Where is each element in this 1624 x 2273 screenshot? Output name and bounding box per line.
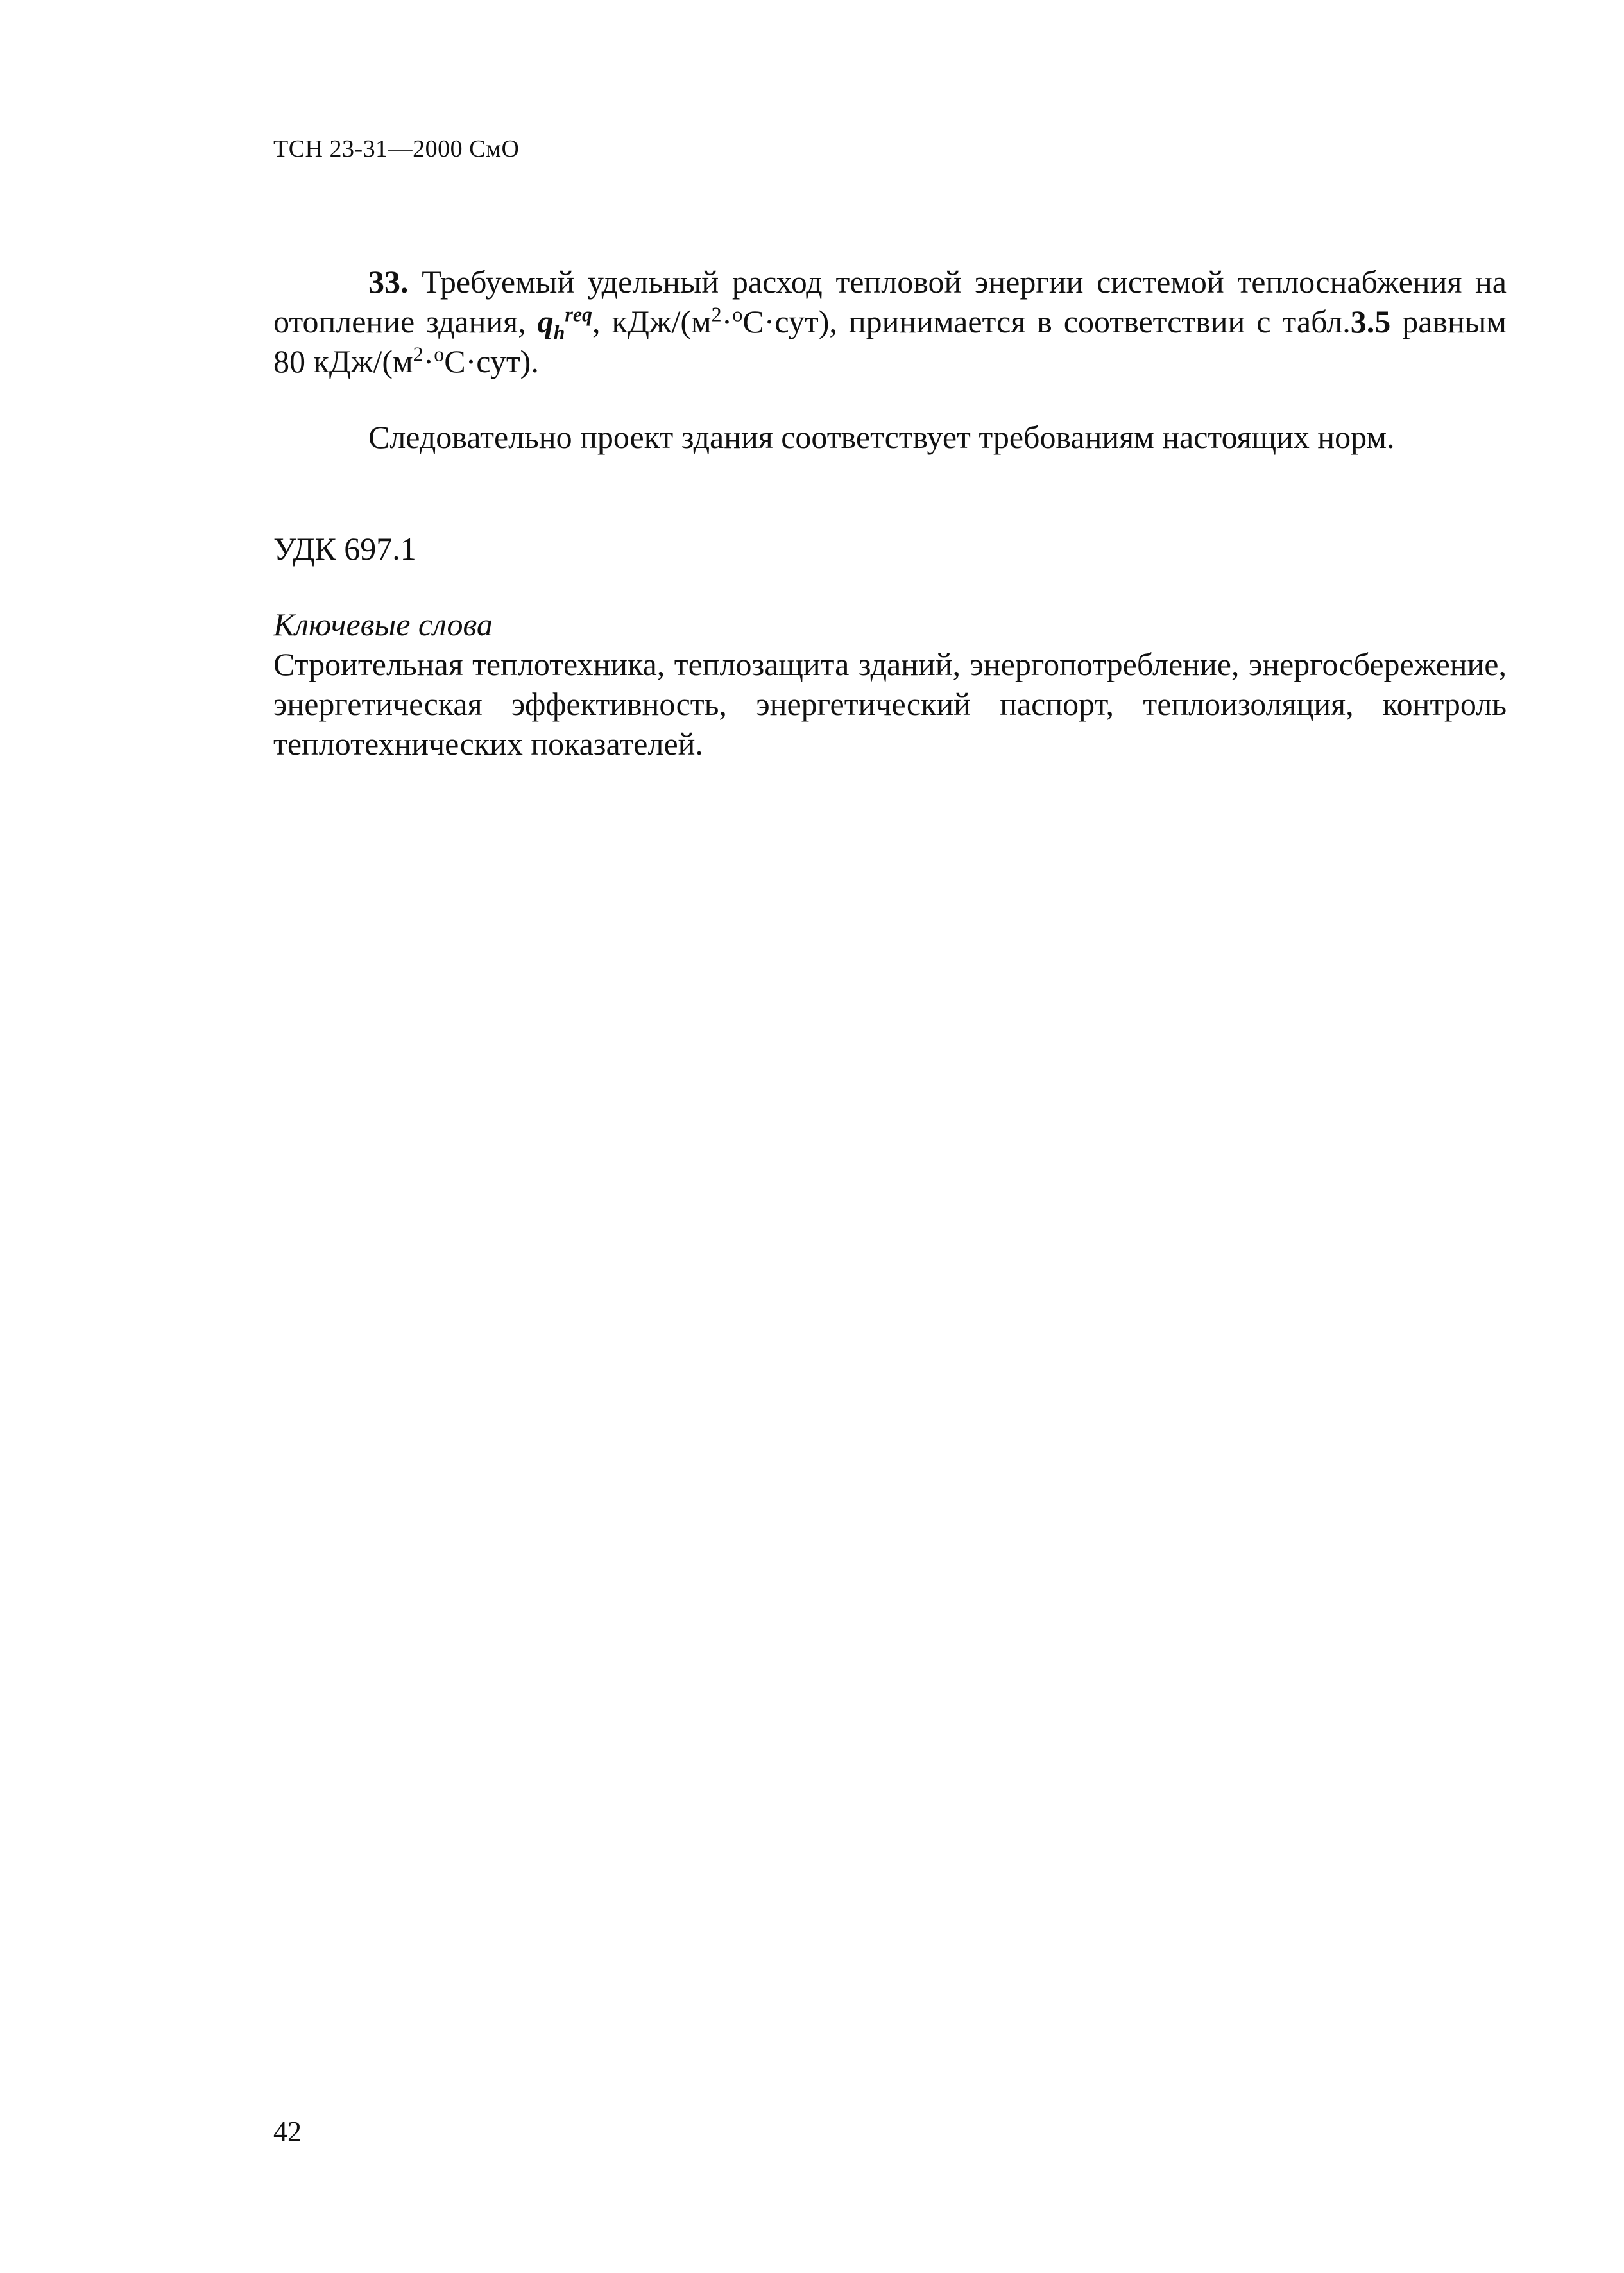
unit-degree-1: o xyxy=(732,302,743,326)
symbol-subscript: h xyxy=(553,321,565,344)
symbol-superscript: req xyxy=(565,302,593,326)
paragraph-33 xyxy=(273,262,1507,381)
conclusion-paragraph: Следовательно проект здания соответствует требованиям настоящих норм. xyxy=(368,419,1395,455)
page-number: 42 xyxy=(273,2116,302,2147)
unit-square-2: 2 xyxy=(413,342,423,366)
udk-code: УДК 697.1 xyxy=(273,531,416,567)
item-number: 33. xyxy=(368,264,409,300)
item-text-c: · xyxy=(721,304,733,339)
unit-square-1: 2 xyxy=(711,302,722,326)
keywords-text: Строительная теплотехника, теплозащита зданий, энергопотребление, энергосбережение, энергетическая эффективность, энергетический паспорт, теплоизоляция, контроль теплотехнических показателей. xyxy=(273,646,1507,762)
item-text-g: С·сут). xyxy=(444,343,539,379)
symbol-q: q xyxy=(537,304,554,339)
table-reference: 3.5 xyxy=(1350,304,1391,339)
item-text-e: равным 80 кДж/(м xyxy=(273,304,1507,379)
keywords-title: Ключевые слова xyxy=(273,606,493,642)
item-text-f: · xyxy=(423,343,434,379)
item-text-d: С·сут), принимается в соответствии с табл. xyxy=(742,304,1351,339)
document-header-code: ТСН 23-31—2000 СмО xyxy=(273,135,520,162)
unit-degree-2: o xyxy=(434,342,445,366)
item-text-a: Требуемый удельный расход тепловой энергии системой теплоснабжения на отопление здания, xyxy=(273,264,1507,339)
item-text-b: , кДж/(м xyxy=(592,304,712,339)
